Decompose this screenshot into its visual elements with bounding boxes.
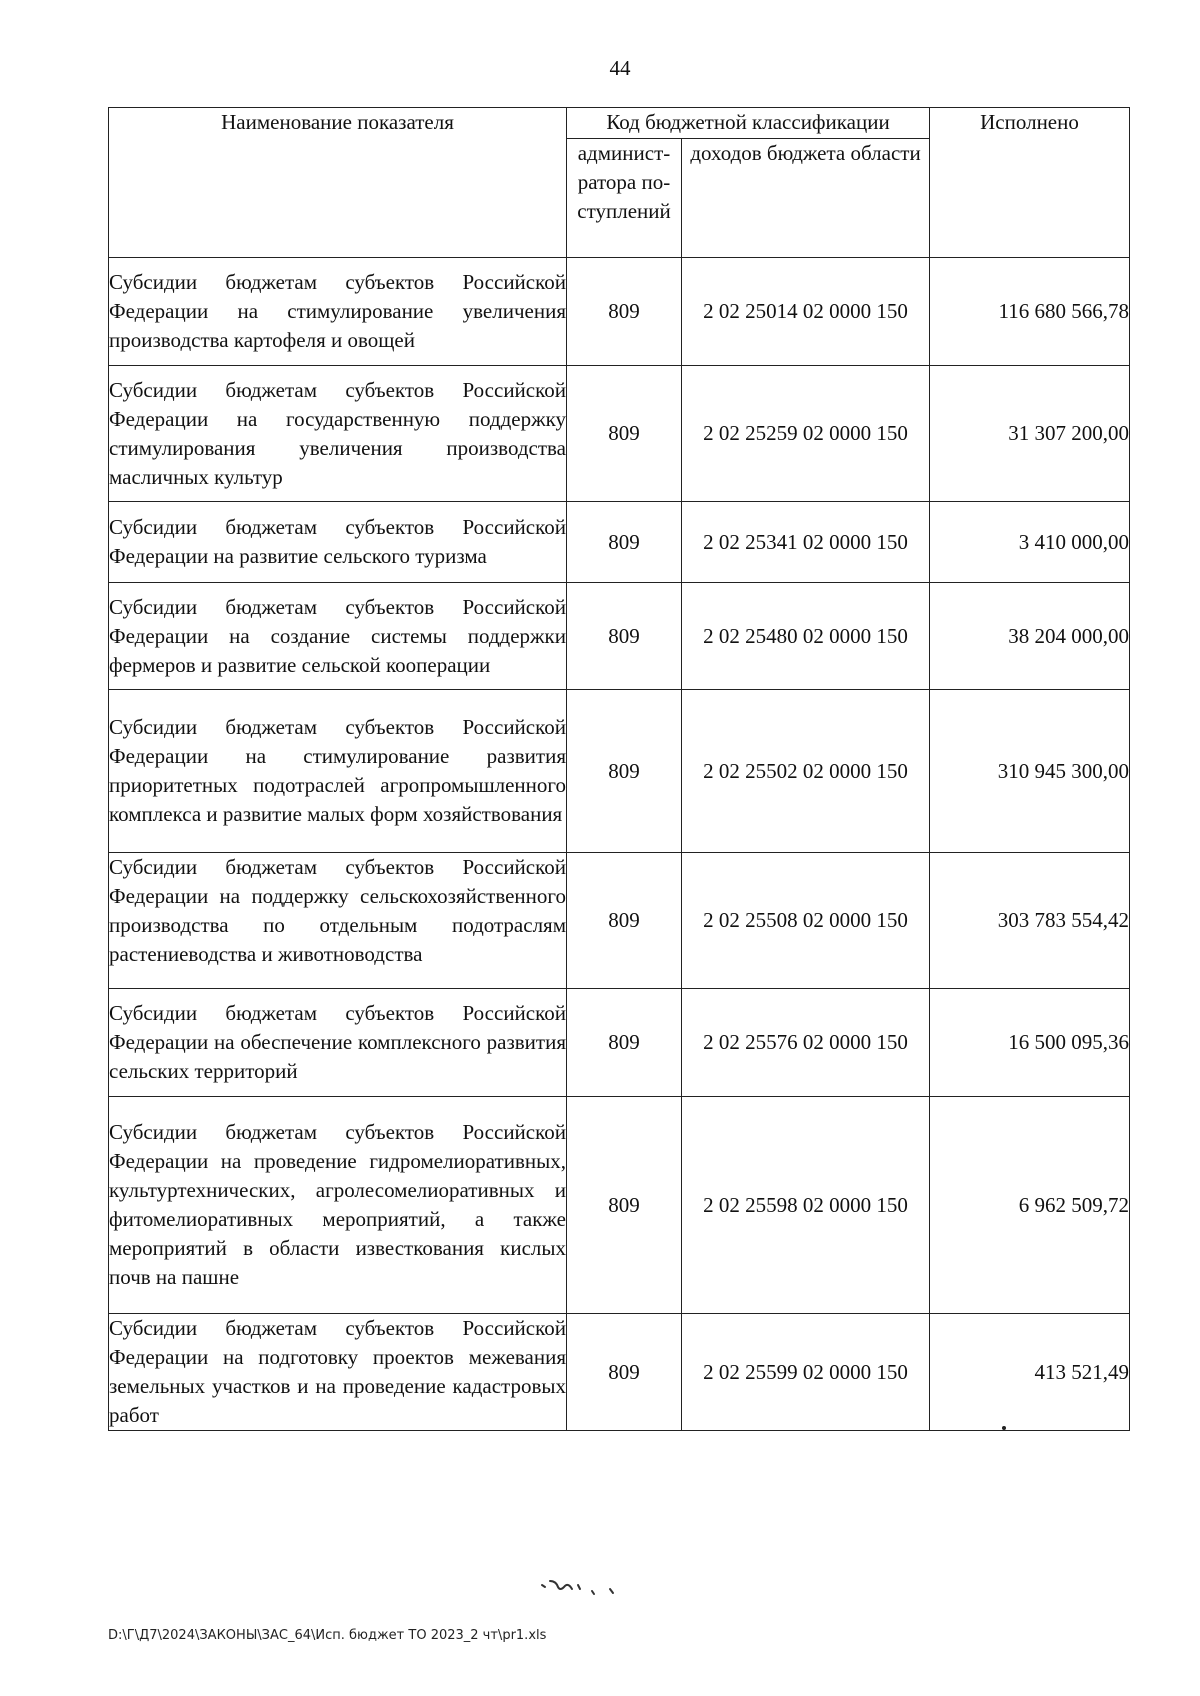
indicator-name-cell: Субсидии бюджетам субъектов Российской Федерации на поддержку сельскохозяйственного производства по отдельным подотраслям растениеводства и животноводства [109, 853, 567, 989]
admin-code-cell: 809 [567, 583, 682, 690]
executed-amount-cell: 310 945 300,00 [930, 690, 1130, 853]
admin-code-cell: 809 [567, 989, 682, 1097]
header-indicator-name: Наименование показателя [109, 108, 567, 258]
page-number: 44 [609, 56, 631, 80]
header-executed: Исполнено [930, 108, 1130, 258]
executed-amount-cell: 16 500 095,36 [930, 989, 1130, 1097]
header-admin: админист-ратора по-ступлений [567, 139, 682, 258]
income-code-cell: 2 02 25599 02 0000 150 [682, 1314, 930, 1431]
file-path-footer: D:\Г\Д7\2024\ЗАКОНЫ\ЗАС_64\Исп. бюджет ТО 2023_2 чт\pr1.xls [108, 1628, 547, 1643]
executed-amount-cell: 3 410 000,00 [930, 502, 1130, 583]
indicator-name-cell: Субсидии бюджетам субъектов Российской Федерации на государственную поддержку стимулирования увеличения производства масличных культур [109, 366, 567, 502]
income-code-cell: 2 02 25480 02 0000 150 [682, 583, 930, 690]
income-code-cell: 2 02 25576 02 0000 150 [682, 989, 930, 1097]
income-code-cell: 2 02 25014 02 0000 150 [682, 258, 930, 366]
executed-amount-cell: 6 962 509,72 [930, 1097, 1130, 1314]
ink-dot [1002, 1426, 1006, 1430]
table-row [109, 690, 1130, 853]
table-row [109, 1097, 1130, 1314]
income-code-cell: 2 02 25259 02 0000 150 [682, 366, 930, 502]
executed-amount-cell: 303 783 554,42 [930, 853, 1130, 989]
indicator-name-cell: Субсидии бюджетам субъектов Российской Федерации на создание системы поддержки фермеров и развитие сельской кооперации [109, 583, 567, 690]
table-row [109, 583, 1130, 690]
table-row [109, 366, 1130, 502]
admin-code-cell: 809 [567, 853, 682, 989]
indicator-name-cell: Субсидии бюджетам субъектов Российской Федерации на стимулирование увеличения производства картофеля и овощей [109, 258, 567, 366]
income-code-cell: 2 02 25598 02 0000 150 [682, 1097, 930, 1314]
executed-amount-cell: 38 204 000,00 [930, 583, 1130, 690]
admin-code-cell: 809 [567, 690, 682, 853]
indicator-name-cell: Субсидии бюджетам субъектов Российской Федерации на подготовку проектов межевания земельных участков и на проведение кадастровых работ [109, 1314, 567, 1431]
table-row [109, 1314, 1130, 1431]
header-budget-code: Код бюджетной классификации [567, 108, 930, 139]
table-row [109, 258, 1130, 366]
handwritten-mark [540, 1573, 640, 1603]
executed-amount-cell: 413 521,49 [930, 1314, 1130, 1431]
indicator-name-cell: Субсидии бюджетам субъектов Российской Федерации на обеспечение комплексного развития сельских территорий [109, 989, 567, 1097]
table-row [109, 502, 1130, 583]
table-row [109, 853, 1130, 989]
executed-amount-cell: 116 680 566,78 [930, 258, 1130, 366]
admin-code-cell: 809 [567, 502, 682, 583]
income-code-cell: 2 02 25341 02 0000 150 [682, 502, 930, 583]
income-code-cell: 2 02 25502 02 0000 150 [682, 690, 930, 853]
admin-code-cell: 809 [567, 258, 682, 366]
table-row [109, 989, 1130, 1097]
indicator-name-cell: Субсидии бюджетам субъектов Российской Федерации на развитие сельского туризма [109, 502, 567, 583]
admin-code-cell: 809 [567, 1314, 682, 1431]
budget-execution-table [108, 107, 1130, 1431]
indicator-name-cell: Субсидии бюджетам субъектов Российской Федерации на проведение гидромелиоративных, культуртехнических, агролесомелиоративных и фитомелиоративных мероприятий, а также мероприятий в области известкования кислых почв на пашне [109, 1097, 567, 1314]
indicator-name-cell: Субсидии бюджетам субъектов Российской Федерации на стимулирование развития приоритетных подотраслей агропромышленного комплекса и развитие малых форм хозяйствования [109, 690, 567, 853]
header-income-code: доходов бюджета области [682, 139, 930, 258]
income-code-cell: 2 02 25508 02 0000 150 [682, 853, 930, 989]
executed-amount-cell: 31 307 200,00 [930, 366, 1130, 502]
admin-code-cell: 809 [567, 1097, 682, 1314]
admin-code-cell: 809 [567, 366, 682, 502]
